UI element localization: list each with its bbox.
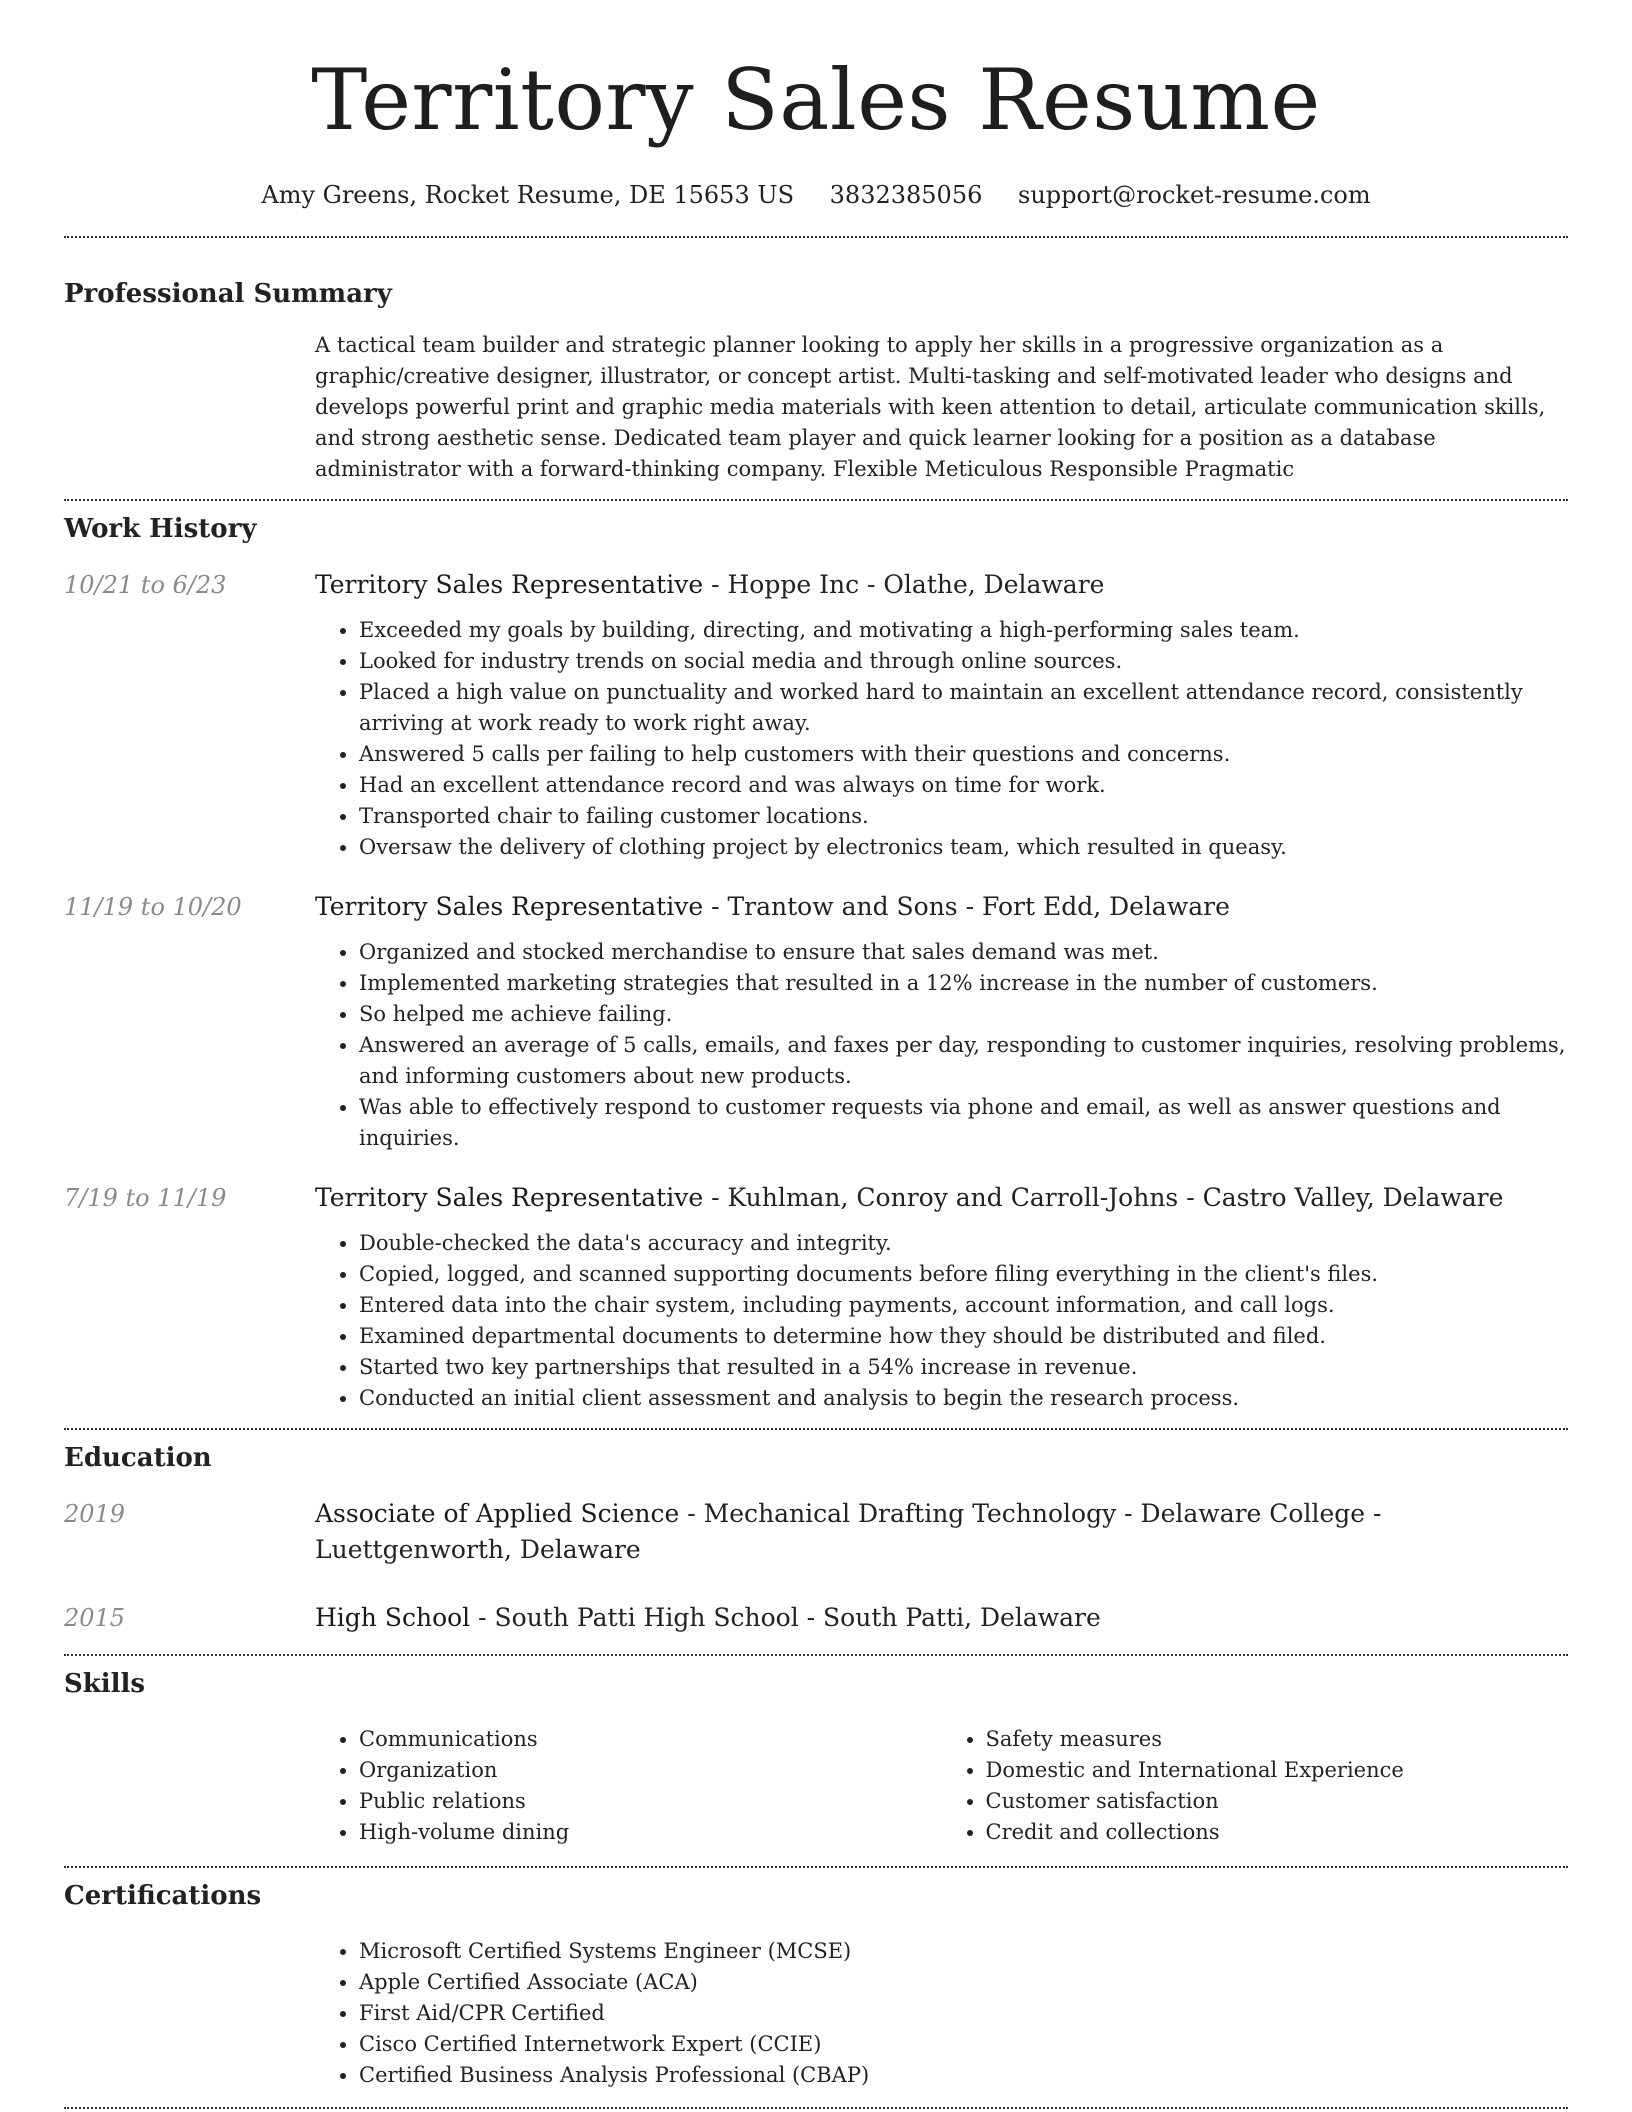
summary-heading: Professional Summary	[64, 279, 392, 309]
contact-line	[64, 180, 1568, 210]
education-degree: Associate of Applied Science	[315, 1499, 680, 1528]
list-item: • Entered data into the chair system, including payments, account information, and call logs.	[359, 1290, 1568, 1321]
list-item: • Certified Business Analysis Professional (CBAP)	[359, 2060, 1568, 2091]
education-heading-text	[315, 1600, 1568, 1636]
summary-text: A tactical team builder and strategic planner looking to apply her skills in a progressive organization as a graphic/creative designer, illustrator, or concept artist. Multi-tasking and self-motivated leader who designs and develops powerful print and graphic media materials with keen attention to detail, articulate communication skills, and strong aesthetic sense. Dedicated team player and quick learner looking for a position as a database administrator with a forward-thinking company. Flexible Meticulous Responsible Pragmatic	[315, 333, 1546, 481]
job-body	[315, 889, 1568, 1154]
skills-column-1	[315, 1724, 942, 1848]
job-bullets	[315, 615, 1568, 863]
list-item: • Examined departmental documents to determine how they should be distributed and filed.	[359, 1321, 1568, 1352]
list-item: • Customer satisfaction	[986, 1786, 1569, 1817]
list-item: • Implemented marketing strategies that resulted in a 12% increase in the number of customers.	[359, 968, 1568, 999]
list-item: • High-volume dining	[359, 1817, 942, 1848]
list-item: • Organization	[359, 1755, 942, 1786]
education-year: 2019	[64, 1500, 126, 1528]
education-year: 2015	[64, 1604, 126, 1632]
list-item: • Microsoft Certified Systems Engineer (MCSE)	[359, 1936, 1568, 1967]
education-entry	[64, 1496, 1568, 1568]
job-dates: 10/21 to 6/23	[64, 571, 227, 599]
list-item: • Apple Certified Associate (ACA)	[359, 1967, 1568, 1998]
list-item: • Placed a high value on punctuality and worked hard to maintain an excellent attendance record, consistently arriving at work ready to work right away.	[359, 677, 1568, 739]
certifications-heading: Certifications	[64, 1881, 262, 1911]
contact-address: Amy Greens, Rocket Resume, DE 15653 US	[261, 181, 795, 209]
list-item: • Cisco Certified Internetwork Expert (CCIE)	[359, 2029, 1568, 2060]
list-item: • Communications	[359, 1724, 942, 1755]
education-heading: Education	[64, 1443, 212, 1473]
contact-email: support@rocket-resume.com	[1018, 181, 1371, 209]
list-item: • Copied, logged, and scanned supporting documents before filing everything in the client's files.	[359, 1259, 1568, 1290]
job-bullets	[315, 937, 1568, 1154]
list-item: • Exceeded my goals by building, directing, and motivating a high-performing sales team.	[359, 615, 1568, 646]
section-divider	[64, 1654, 1568, 1656]
section-divider	[64, 1428, 1568, 1430]
list-item: • Looked for industry trends on social media and through online sources.	[359, 646, 1568, 677]
job-heading	[315, 889, 1568, 925]
job-heading	[315, 567, 1568, 603]
job-details: - Kuhlman, Conroy and Carroll-Johns - Castro Valley, Delaware	[703, 1183, 1504, 1212]
list-item: • Answered 5 calls per failing to help customers with their questions and concerns.	[359, 739, 1568, 770]
list-item: • Oversaw the delivery of clothing project by electronics team, which resulted in queasy.	[359, 832, 1568, 863]
list-item: • First Aid/CPR Certified	[359, 1998, 1568, 2029]
job-details: - Trantow and Sons - Fort Edd, Delaware	[703, 892, 1230, 921]
education-entry	[64, 1600, 1568, 1636]
job-dates: 7/19 to 11/19	[64, 1184, 227, 1212]
contact-phone: 3832385056	[829, 181, 983, 209]
job-entry	[64, 567, 1568, 863]
job-body	[315, 567, 1568, 863]
education-details: - Mechanical Drafting Technology - Delaware College - Luettgenworth, Delaware	[315, 1499, 1382, 1564]
job-heading	[315, 1180, 1568, 1216]
list-item: • So helped me achieve failing.	[359, 999, 1568, 1030]
education-details: - South Patti High School - South Patti, Delaware	[470, 1603, 1101, 1632]
education-degree: High School	[315, 1603, 471, 1632]
skills-heading: Skills	[64, 1669, 146, 1699]
job-title: Territory Sales Representative	[315, 892, 704, 921]
job-body	[315, 1180, 1568, 1414]
education-heading-text	[315, 1496, 1568, 1568]
job-entry	[64, 889, 1568, 1154]
job-title: Territory Sales Representative	[315, 570, 704, 599]
list-item: • Double-checked the data's accuracy and integrity.	[359, 1228, 1568, 1259]
list-item: • Was able to effectively respond to customer requests via phone and email, as well as answer questions and inquiries.	[359, 1092, 1568, 1154]
list-item: • Public relations	[359, 1786, 942, 1817]
list-item: • Started two key partnerships that resulted in a 54% increase in revenue.	[359, 1352, 1568, 1383]
list-item: • Domestic and International Experience	[986, 1755, 1569, 1786]
section-divider	[64, 2107, 1568, 2109]
job-title: Territory Sales Representative	[315, 1183, 704, 1212]
job-entry	[64, 1180, 1568, 1414]
job-details: - Hoppe Inc - Olathe, Delaware	[703, 570, 1105, 599]
list-item: • Answered an average of 5 calls, emails, and faxes per day, responding to customer inquiries, resolving problems, and informing customers about new products.	[359, 1030, 1568, 1092]
list-item: • Had an excellent attendance record and was always on time for work.	[359, 770, 1568, 801]
list-item: • Organized and stocked merchandise to ensure that sales demand was met.	[359, 937, 1568, 968]
section-divider	[64, 499, 1568, 501]
list-item: • Credit and collections	[986, 1817, 1569, 1848]
job-dates: 11/19 to 10/20	[64, 893, 242, 921]
list-item: • Safety measures	[986, 1724, 1569, 1755]
section-divider	[64, 236, 1568, 238]
skills-column-2	[942, 1724, 1569, 1848]
page-title: Territory Sales Resume	[311, 51, 1321, 149]
list-item: • Transported chair to failing customer locations.	[359, 801, 1568, 832]
list-item: • Conducted an initial client assessment and analysis to begin the research process.	[359, 1383, 1568, 1414]
section-divider	[64, 1866, 1568, 1868]
skills-grid	[315, 1724, 1568, 1848]
work-history-heading: Work History	[64, 514, 257, 544]
certifications-list	[315, 1936, 1568, 2091]
job-bullets	[315, 1228, 1568, 1414]
